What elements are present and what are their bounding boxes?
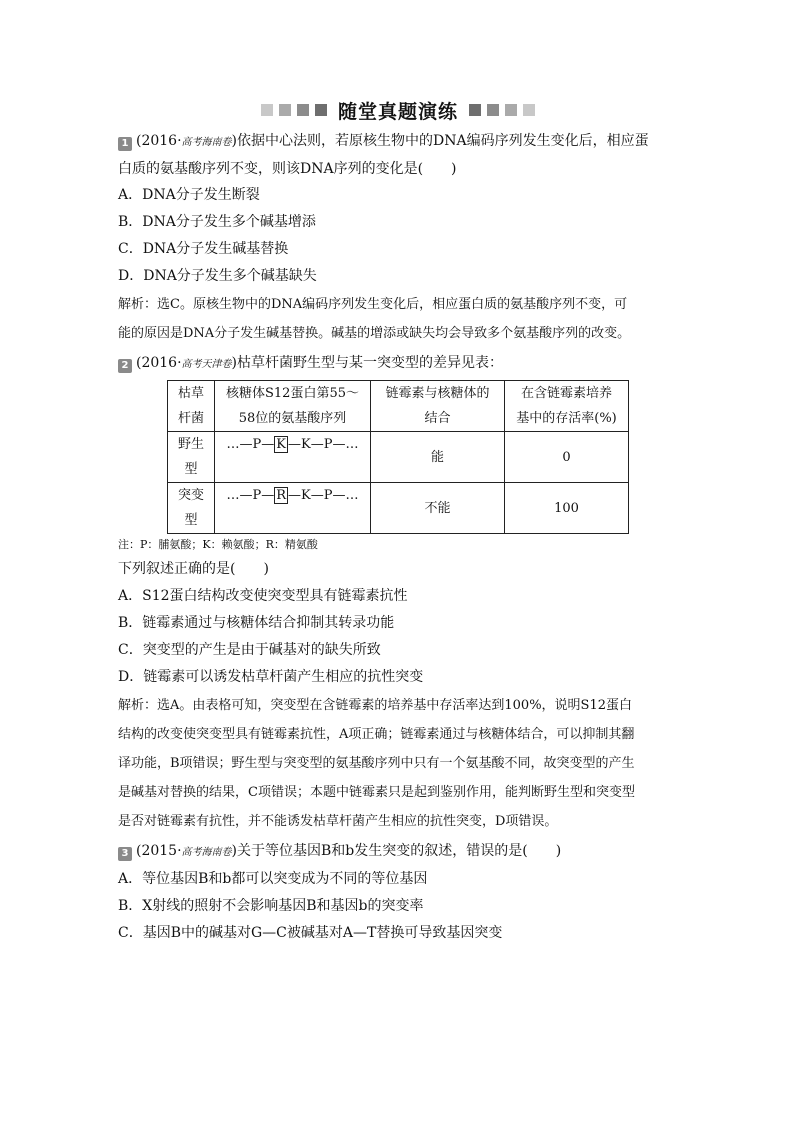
question-3 <box>118 838 678 947</box>
table-header-row <box>168 381 629 432</box>
decor-square <box>487 104 499 116</box>
option-c[interactable]: C．DNA分子发生碱基替换 <box>118 241 289 257</box>
analysis-text: 结构的改变使突变型具有链霉素抗性，A项正确；链霉素通过与核糖体结合，可以抑制其翻 <box>118 727 635 742</box>
table-cell: 能 <box>371 432 505 483</box>
option-b[interactable]: B．DNA分子发生多个碱基增添 <box>118 214 316 230</box>
option-d[interactable]: D．DNA分子发生多个碱基缺失 <box>118 268 317 284</box>
document-page <box>118 96 678 947</box>
table-cell: 不能 <box>371 483 505 534</box>
question-number-icon: 2 <box>118 359 132 373</box>
boxed-residue: R <box>276 488 287 503</box>
table-header-cell: 链霉素与核糖体的 结合 <box>371 381 505 432</box>
analysis-text: 能的原因是DNA分子发生碱基替换。碱基的增添或缺失均会导致多个氨基酸序列的改变。 <box>118 326 631 341</box>
option-a[interactable]: A．S12蛋白结构改变使突变型具有链霉素抗性 <box>118 588 408 604</box>
option-b[interactable]: B．链霉素通过与核糖体结合抑制其转录功能 <box>118 615 395 631</box>
table-cell: 野生 型 <box>168 432 215 483</box>
source-label: 高考海南卷 <box>181 847 232 858</box>
boxed-residue: K <box>276 437 286 452</box>
question-stem: 2 (2016·高考天津卷)枯草杆菌野生型与某一突变型的差异见表： <box>118 350 678 378</box>
decor-square <box>297 104 309 116</box>
decor-square <box>469 104 481 116</box>
table-header-cell: 在含链霉素培养 基中的存活率(%) <box>505 381 629 432</box>
table-note: 注：P：脯氨酸；K：赖氨酸；R：精氨酸 <box>118 538 318 551</box>
option-d[interactable]: D．链霉素可以诱发枯草杆菌产生相应的抗性突变 <box>118 669 424 685</box>
table-cell: …—P— R —K—P—… <box>215 483 371 534</box>
question-2 <box>118 350 678 836</box>
option-a[interactable]: A．DNA分子发生断裂 <box>118 187 260 203</box>
decor-square <box>505 104 517 116</box>
section-header <box>118 96 678 124</box>
table-row <box>168 483 629 534</box>
question-prompt: 下列叙述正确的是( ) <box>118 561 269 577</box>
table-cell: 100 <box>505 483 629 534</box>
question-stem: 3 (2015·高考海南卷)关于等位基因B和b发生突变的叙述，错误的是( ) <box>118 838 678 866</box>
table-header-cell: 核糖体S12蛋白第55～ 58位的氨基酸序列 <box>215 381 371 432</box>
table-row <box>168 432 629 483</box>
question-number-icon: 1 <box>118 137 132 151</box>
source-label: 高考天津卷 <box>181 359 232 370</box>
table-cell: …—P— K —K—P—… <box>215 432 371 483</box>
option-a[interactable]: A．等位基因B和b都可以突变成为不同的等位基因 <box>118 871 428 887</box>
table-cell: 突变 型 <box>168 483 215 534</box>
analysis-text: 解析：选A。由表格可知，突变型在含链霉素的培养基中存活率达到100%，说明S12蛋白 <box>118 698 633 713</box>
question-number-icon: 3 <box>118 847 132 861</box>
decor-square <box>261 104 273 116</box>
source-label: 高考海南卷 <box>181 137 232 148</box>
option-c[interactable]: C．基因B中的碱基对G—C被碱基对A—T替换可导致基因突变 <box>118 925 503 941</box>
table-cell: 0 <box>505 432 629 483</box>
option-c[interactable]: C．突变型的产生是由于碱基对的缺失所致 <box>118 642 381 658</box>
analysis-text: 是否对链霉素有抗性，并不能诱发枯草杆菌产生相应的抗性突变，D项错误。 <box>118 814 558 829</box>
decor-square <box>523 104 535 116</box>
table-header-cell: 枯草 杆菌 <box>168 381 215 432</box>
analysis-text: 译功能，B项错误；野生型与突变型的氨基酸序列中只有一个氨基酸不同，故突变型的产生 <box>118 756 635 771</box>
comparison-table <box>167 380 629 534</box>
question-stem-cont: 白质的氨基酸序列不变，则该DNA序列的变化是( ) <box>118 161 457 177</box>
option-b[interactable]: B．X射线的照射不会影响基因B和基因b的突变率 <box>118 898 424 914</box>
section-title: 随堂真题演练 <box>337 100 458 123</box>
analysis-text: 解析：选C。原核生物中的DNA编码序列发生变化后，相应蛋白质的氨基酸序列不变，可 <box>118 297 628 312</box>
analysis-text: 是碱基对替换的结果，C项错误；本题中链霉素只是起到鉴别作用，能判断野生型和突变型 <box>118 785 635 800</box>
decor-square <box>315 104 327 116</box>
question-stem: 1 (2016·高考海南卷)依据中心法则，若原核生物中的DNA编码序列发生变化后，相应蛋 <box>118 128 678 156</box>
question-1 <box>118 128 678 348</box>
decor-square <box>279 104 291 116</box>
